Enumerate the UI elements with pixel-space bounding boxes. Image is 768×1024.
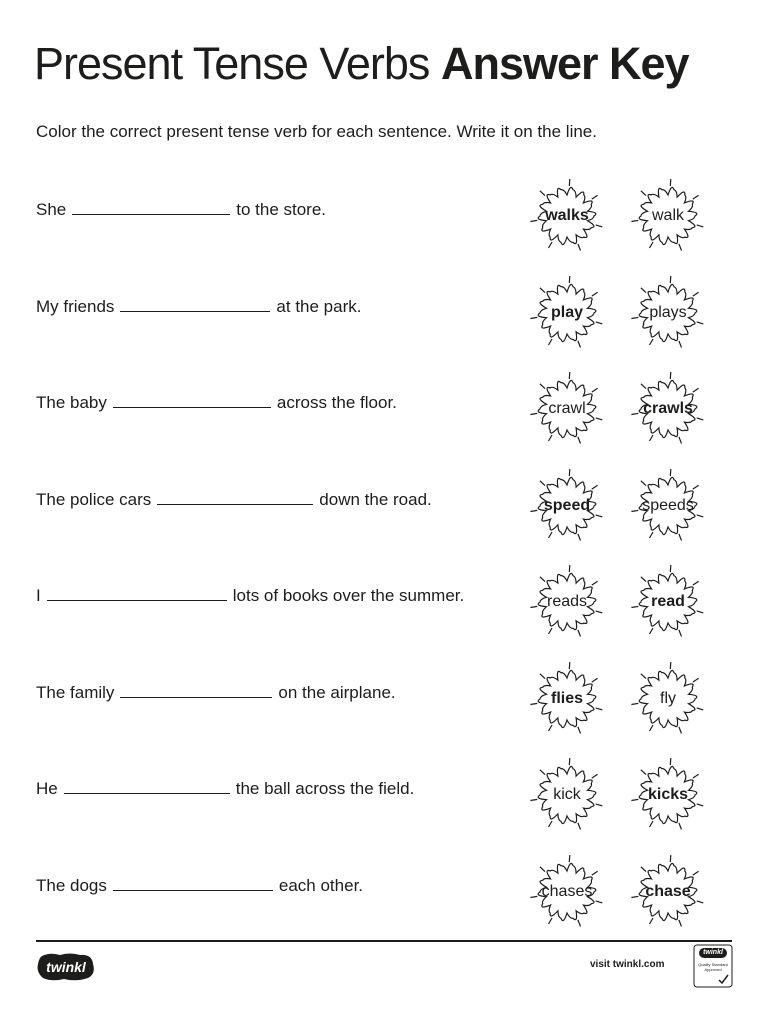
sentence-row	[0, 168, 768, 264]
sentence	[36, 683, 396, 703]
sentence-start: The dogs	[36, 875, 107, 895]
page-title	[34, 38, 689, 90]
sentence-end: across the floor.	[276, 393, 397, 412]
verb-choice-splat[interactable]	[628, 659, 708, 739]
verb-choice-splat[interactable]	[628, 176, 708, 256]
verb-option: chases	[541, 882, 593, 900]
sentence-end: on the airplane.	[278, 682, 396, 702]
verb-option: crawl	[548, 400, 586, 417]
correct-verb: read	[651, 593, 685, 610]
sentence-row	[0, 844, 768, 940]
sentence	[36, 200, 326, 220]
verb-choice-splat[interactable]	[527, 852, 607, 932]
sentence-end: down the road.	[319, 489, 432, 509]
sentence-end: each other.	[278, 875, 364, 895]
verb-option: speeds	[642, 496, 694, 514]
verb-option: reads	[546, 593, 588, 610]
verb-choice-splat[interactable]	[527, 369, 607, 449]
sentence-start: The baby	[36, 393, 107, 412]
answer-blank[interactable]	[157, 490, 313, 505]
sentence	[36, 490, 432, 510]
sentence-row	[0, 747, 768, 843]
sentence	[36, 779, 414, 799]
sentence-end: to the store.	[236, 200, 327, 219]
sentence-start: He	[36, 779, 58, 798]
sentence-row	[0, 458, 768, 554]
sentence-end: the ball across the field.	[235, 779, 415, 798]
answer-blank[interactable]	[120, 297, 270, 312]
correct-verb: chase	[645, 882, 691, 900]
correct-verb: crawls	[643, 400, 693, 417]
verb-choice-splat[interactable]	[628, 852, 708, 932]
sentence-row	[0, 554, 768, 650]
sentence-row	[0, 651, 768, 747]
sentence	[36, 297, 361, 317]
badge-brand: twinkl	[703, 949, 723, 956]
verb-choice-splat[interactable]	[628, 562, 708, 642]
verb-option: plays	[649, 303, 687, 321]
sentence-end: at the park.	[276, 296, 362, 316]
verb-choice-splat[interactable]	[527, 466, 607, 546]
verb-choice-splat[interactable]	[628, 466, 708, 546]
answer-blank[interactable]	[113, 876, 273, 891]
logo-text: twinkl	[46, 959, 86, 975]
quality-badge	[693, 944, 733, 988]
sentence-start: The police cars	[36, 489, 152, 509]
sentence-row	[0, 361, 768, 457]
verb-choice-splat[interactable]	[527, 176, 607, 256]
answer-blank[interactable]	[72, 200, 230, 215]
sentence-start: The family	[36, 682, 115, 702]
sentence	[36, 876, 363, 896]
answer-blank[interactable]	[47, 586, 227, 601]
twinkl-logo[interactable]	[36, 952, 96, 982]
instructions: Color the correct present tense verb for each sentence. Write it on the line.	[36, 122, 597, 141]
title-regular: Present Tense Verbs	[34, 38, 430, 89]
answer-blank[interactable]	[113, 393, 271, 408]
verb-option: walk	[651, 207, 684, 224]
sentence	[36, 393, 397, 413]
sentence	[36, 586, 464, 606]
verb-choice-splat[interactable]	[628, 273, 708, 353]
verb-choice-splat[interactable]	[628, 755, 708, 835]
title-bold: Answer Key	[440, 38, 689, 89]
answer-blank[interactable]	[120, 683, 272, 698]
sentence-start: I	[36, 586, 41, 605]
badge-text: Quality Standard Approved	[698, 962, 728, 972]
verb-choice-splat[interactable]	[527, 755, 607, 835]
sentence-start: My friends	[36, 296, 115, 316]
correct-verb: flies	[550, 689, 583, 707]
sentence-end: lots of books over the summer.	[232, 586, 465, 605]
answer-blank[interactable]	[64, 779, 230, 794]
correct-verb: kicks	[647, 786, 689, 803]
verb-option: fly	[660, 689, 676, 707]
sentence-start: She	[36, 200, 67, 219]
footer-divider	[36, 940, 732, 942]
correct-verb: walks	[545, 207, 589, 224]
verb-choice-splat[interactable]	[527, 273, 607, 353]
verb-option: kick	[553, 786, 581, 803]
correct-verb: speed	[543, 496, 591, 514]
verb-choice-splat[interactable]	[628, 369, 708, 449]
correct-verb: play	[550, 303, 583, 321]
verb-choice-splat[interactable]	[527, 659, 607, 739]
verb-choice-splat[interactable]	[527, 562, 607, 642]
visit-link[interactable]: visit twinkl.com	[590, 959, 665, 970]
sentence-row	[0, 265, 768, 361]
